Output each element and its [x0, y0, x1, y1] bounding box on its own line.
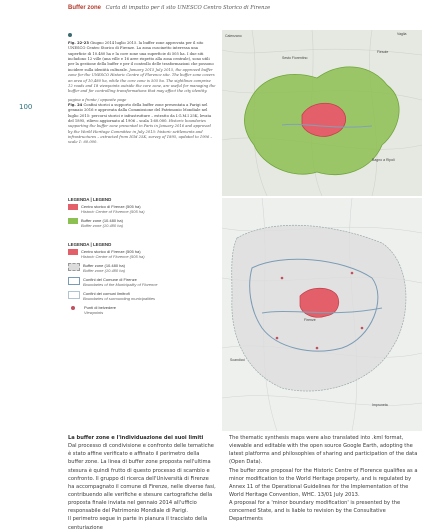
legend-swatch-buffer-zone: [68, 218, 78, 224]
legend2-item: [68, 249, 208, 259]
legend1-title: LEGENDA | LEGEND: [68, 197, 112, 202]
legend-swatch-viewpoints: [71, 306, 75, 310]
legend1-item0-en: Historic Centre of Florence (505 ha): [81, 209, 145, 214]
running-header: [68, 5, 270, 11]
body-paragraph: The buffer zone proposal for the Historic Centre of Florence qualifies as a minor modification to the World Heritage property, and is regulated by Annex 11 of the Operational Guidelines for the Implementation of the World Heritage Convention, WHC. 13/01 July 2013.: [229, 467, 418, 498]
caption-fig24-label: Fig. 24: [68, 102, 83, 107]
map1-label-calenzano: Calenzano: [225, 34, 242, 38]
body-column-english: [229, 434, 419, 524]
legend-swatch-surrounding: [68, 291, 80, 299]
legend2-item3-it: Confini dei comuni limitrofi: [83, 291, 130, 296]
map1-labels: [222, 30, 422, 196]
legend1-item0-it: Centro storico di Firenze (505 ha): [81, 204, 141, 209]
map2-label-firenze: Firenze: [304, 318, 316, 322]
body-paragraph: Il perimetro segue in parte in pianura il tracciato della centuriazione: [68, 516, 208, 531]
body-paragraph: Dal processo di condivisione e confronto delle tematiche è stato affine verificato e affinato il perimetro della buffer zone. La linea di buffer zone proposta nell'ultima stesura è quindi frutto di questo processo di scambio e confronto. Il gruppo di ricerca dell'Università di Firenze ha accompagnato il comune di Firenze, nelle diverse fasi, contribuendo alle verifiche e stesure cartografiche della proposta finale inviata nel gennaio 2014 all'ufficio responsabile del Patrimonio Mondiale di Parigi.: [68, 443, 216, 515]
body-column-italian: [68, 434, 216, 532]
legend2-item1-en: Buffer zone (10.480 ha): [83, 268, 126, 273]
figure-captions: [68, 41, 216, 149]
caption-fig24-head: pagina a fronte / opposite page: [68, 97, 127, 102]
caption-fig22-text: Giugno 2014 luglio 2015. la buffer zone approvata per il sito UNESCO Centro Storico di Firenze. La zona cuscinetto interessa una superficie di 10.480 ha e la core zone una superficie di 505 ha. I due siti includono 12 ville (una ville e 16 aree rispetto alla zona centrale), sono utili per la gestione della buffer e per il controllo delle trasformazioni che possono incidere sulla identità culturale.: [68, 41, 214, 72]
caption-fig24-text: Confini storici a supporto della buffer zone presentata a Parigi nel gennaio 2016 e approvata dalla Commissione del Patrimonio Mondiale nel luglio 2015: percorsi storici e infrastrutture – estratto da I.G.M.I 25K, levata del 1895, rilievo aggiornato al 1906 – scala 1:60.000.: [68, 102, 212, 124]
caption-fig24: [68, 98, 216, 146]
caption-fig22-label: Fig. 22-23: [68, 41, 89, 45]
legend-buffer-zone: [68, 197, 208, 232]
legend-swatch-municipality: [68, 277, 80, 285]
map1-label-sesto: Sesto Fiorentino: [282, 56, 308, 60]
legend2-item0-it: Centro storico di Firenze (505 ha): [81, 249, 141, 254]
body-section-title: La buffer zone e l'individuazione dei suoi limiti: [68, 435, 204, 441]
map1-label-vaglia: Vaglia: [397, 32, 407, 36]
map1-label-bagno: Bagno a Ripoli: [372, 158, 395, 162]
legend-historic-boundaries: [68, 242, 208, 319]
legend2-item2-en: Boundaries of the Municipality of Florence: [83, 282, 158, 287]
legend2-title: LEGENDA | LEGEND: [68, 242, 112, 247]
legend2-item: [68, 263, 208, 273]
legend2-item0-en: Historic Centre of Florence (505 ha): [81, 254, 145, 259]
page-number: 100: [19, 103, 33, 111]
body-paragraph: The thematic synthesis maps were also translated into .kml format, viewable and editable with the open source Google Earth, adopting the latest platforms and philosophies of sharing and participation of the data (Open Data).: [229, 435, 418, 466]
legend2-item: [68, 277, 208, 287]
legend1-item1-en: Buffer zone (10.480 ha): [81, 223, 124, 228]
legend2-item: [68, 305, 208, 315]
legend2-item2-it: Confini del Comune di Firenze: [83, 277, 137, 282]
map1-label-fiesole: Fiesole: [377, 50, 389, 54]
figure-marker-icon: [68, 33, 72, 37]
legend2-item4-it: Punti di belvedere: [84, 305, 117, 310]
map2-label-impruneta: Impruneta: [372, 403, 388, 407]
legend-swatch-historic-centre: [68, 249, 78, 255]
legend2-item: [68, 291, 208, 301]
legend1-item1-it: Buffer zone (10.480 ha): [81, 218, 123, 223]
legend-swatch-historic-centre: [68, 204, 78, 210]
body-paragraph: A proposal for a 'minor boundary modification' is presented by the concerned State, and is liable to revision by the Consultative Departments: [229, 500, 401, 523]
caption-fig22: [68, 41, 216, 95]
caption-fig22-en: January 2015 July 2015, the approved buffer zone for the UNESCO Historic Centre of Florence site. The buffer zone covers an area of 10,480 ha, while the core zone is 505 ha. The sightlines comprise 12 roads and 18 viewpoints outside the core zone, are useful for managing the buffer and for controlling transformations that may affect the city identity.: [68, 67, 216, 94]
header-section: Buffer zone: [68, 5, 101, 11]
legend2-item1-it: Buffer zone (10.480 ha): [83, 263, 125, 268]
map2-label-scandicci: Scandicci: [230, 358, 245, 362]
legend2-item3-en: Boundaries of surrounding municipalities: [83, 296, 156, 301]
legend2-item4-en: Viewpoints: [84, 310, 104, 315]
caption-fig24-en: Historic boundaries supporting the buffer zone presented in Paris in January 2016 and approved by the World Heritage Committee in July 2015: historic settlements and infrastructures – extracted from IGM 25K, survey of 1895, updated to 1906 – scale 1: 60.000.: [68, 119, 213, 145]
legend1-item: [68, 218, 208, 228]
header-subtitle: Carta di impatto per il sito UNESCO Centro Storico di Firenze: [105, 5, 271, 11]
legend1-item: [68, 204, 208, 214]
map2-labels: [222, 198, 422, 431]
legend-swatch-buffer-zone: [68, 263, 80, 271]
